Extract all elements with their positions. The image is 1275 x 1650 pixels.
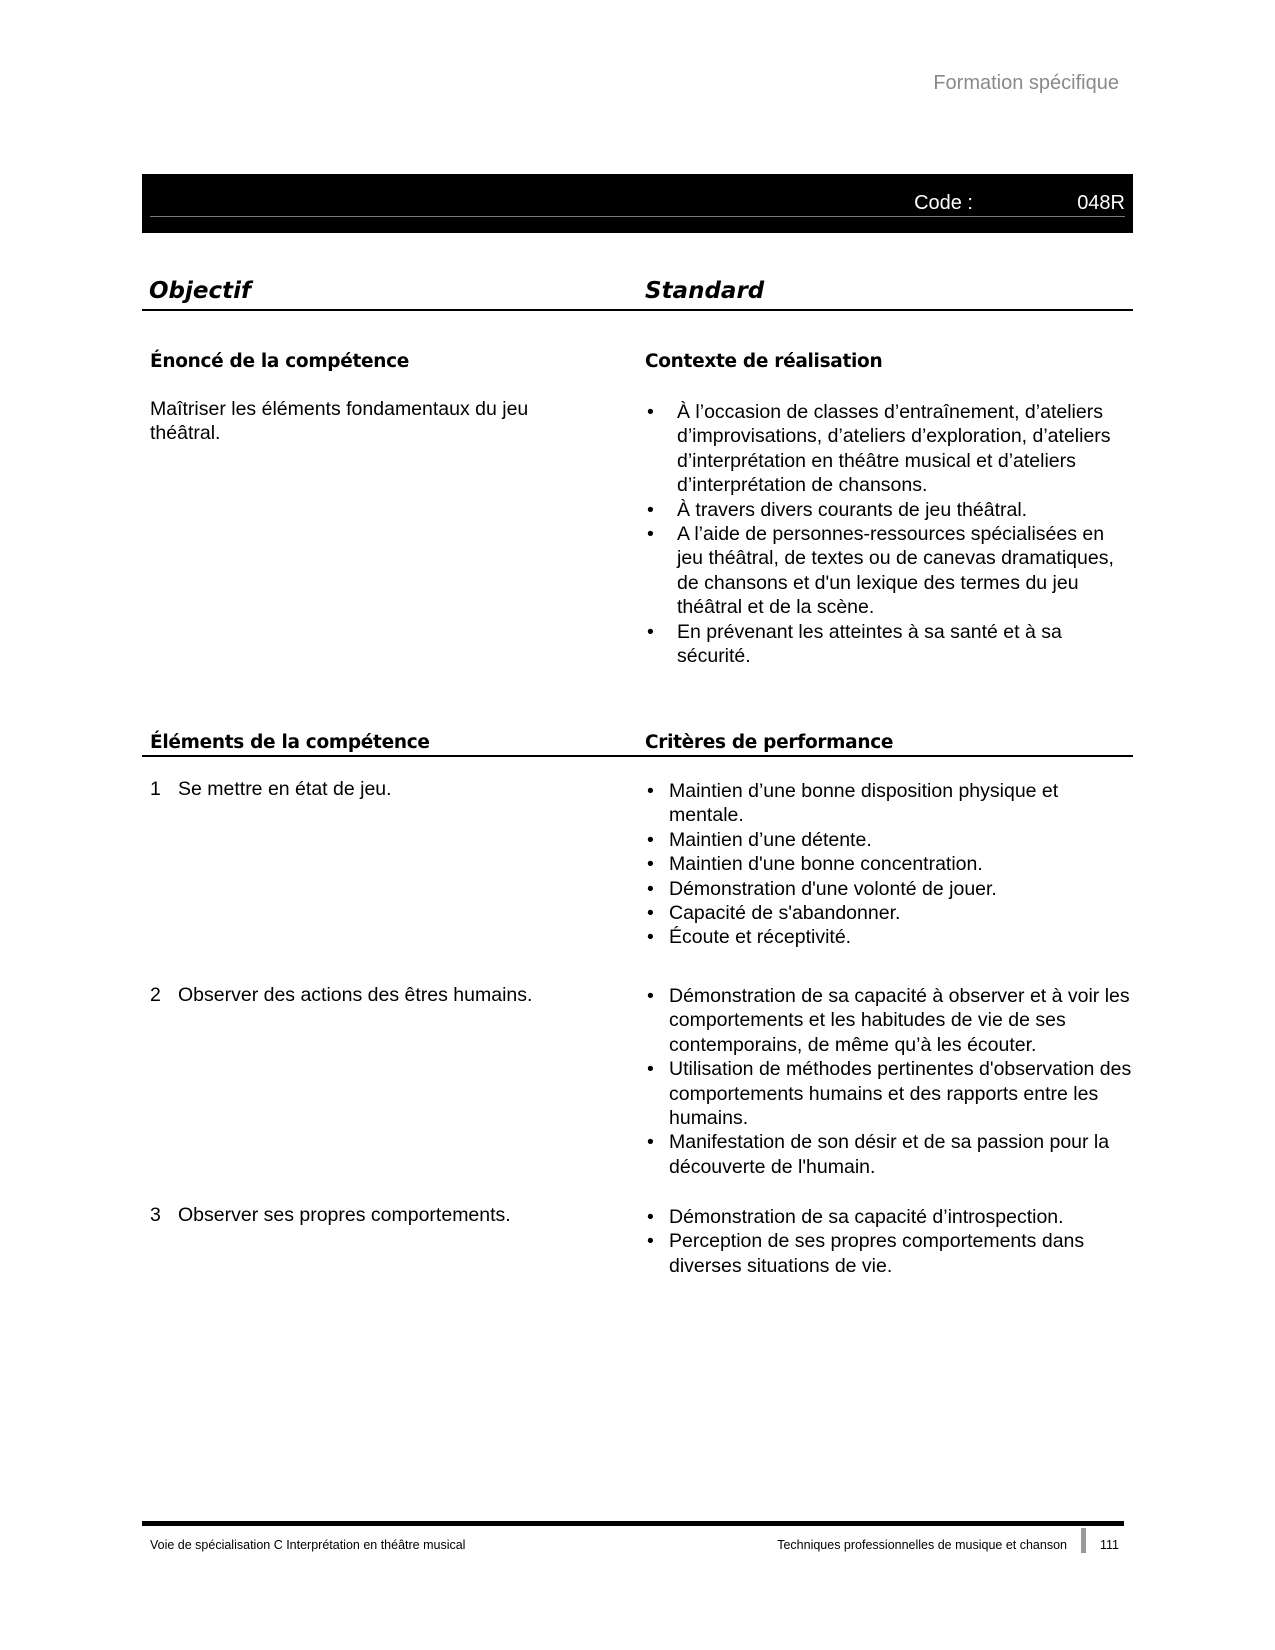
bullet-icon: •	[647, 780, 654, 802]
competence-statement: Maîtriser les éléments fondamentaux du jeu théâtral.	[150, 398, 529, 445]
list-item-text: Capacité de s'abandonner.	[669, 902, 901, 925]
list-item-text: Maintien d'une bonne concentration.	[669, 853, 983, 876]
bullet-icon: •	[647, 877, 654, 900]
bullet-icon: •	[647, 926, 654, 949]
list-item-text: Utilisation de méthodes pertinentes d'observation des comportements humains et des rapports entre les humains.	[669, 1058, 1132, 1130]
code-label: Code :	[914, 192, 973, 214]
element-item-2	[150, 983, 532, 1007]
list-item	[645, 522, 1115, 620]
list-item-text: Maintien d’une détente.	[669, 828, 872, 851]
list-item-text: Démonstration de sa capacité d’introspection.	[669, 1206, 1064, 1228]
criteria-list-2	[645, 984, 1135, 1179]
bullet-icon: •	[647, 523, 654, 546]
footer-rule	[142, 1521, 1124, 1526]
list-item	[645, 925, 1135, 949]
bullet-icon: •	[647, 828, 654, 851]
list-item	[645, 498, 1115, 522]
list-item	[645, 1229, 1135, 1278]
context-list	[645, 400, 1115, 668]
heading-elements: Éléments de la compétence	[150, 732, 430, 753]
heading-enonce: Énoncé de la compétence	[150, 351, 410, 372]
list-item-text: Perception de ses propres comportements dans diverses situations de vie.	[669, 1230, 1085, 1277]
bullet-icon: •	[647, 1230, 654, 1253]
list-item	[645, 1057, 1135, 1130]
criteria-list-1	[645, 779, 1135, 950]
element-number: 2	[150, 984, 161, 1006]
bullet-icon: •	[647, 853, 654, 876]
element-item-1	[150, 777, 392, 801]
list-item	[645, 400, 1115, 498]
bullet-icon: •	[647, 1206, 654, 1228]
list-item-text: A l’aide de personnes-ressources spécialisées en jeu théâtral, de textes ou de canevas dramatiques, de chansons et d'un lexique des termes du jeu théâtral et de la scène.	[677, 523, 1114, 619]
heading-contexte: Contexte de réalisation	[645, 351, 883, 372]
running-header-title: Formation spécifique	[933, 72, 1119, 94]
element-item-3	[150, 1203, 511, 1227]
bullet-icon: •	[647, 620, 654, 643]
list-item-text: Maintien d’une bonne disposition physique et mentale.	[669, 780, 1059, 827]
footer-separator	[1081, 1528, 1086, 1553]
column-title-standard: Standard	[645, 278, 765, 304]
code-banner	[142, 174, 1133, 233]
section-rule	[142, 755, 1133, 757]
list-item-text: Démonstration de sa capacité à observer et à voir les comportements et les habitudes de vie de ses contemporains, de même qu’à les écouter.	[669, 985, 1130, 1056]
list-item-text: À travers divers courants de jeu théâtral.	[677, 498, 1028, 521]
list-item-text: À l’occasion de classes d’entraînement, d’ateliers d’improvisations, d’ateliers d’exploration, d’ateliers d’interprétation en théâtre musical et d’ateliers d’interprétation de chansons.	[677, 401, 1111, 497]
heading-criteres: Critères de performance	[645, 732, 894, 753]
list-item-text: Démonstration d'une volonté de jouer.	[669, 877, 997, 900]
element-text: Observer ses propres comportements.	[178, 1204, 511, 1226]
list-item	[645, 852, 1135, 876]
footer-course-title: Techniques professionnelles de musique et chanson	[777, 1538, 1067, 1552]
column-title-rule	[142, 309, 1133, 311]
bullet-icon: •	[647, 1058, 654, 1081]
list-item	[645, 779, 1135, 828]
element-text: Se mettre en état de jeu.	[178, 778, 392, 800]
element-number: 1	[150, 778, 161, 800]
list-item-text: En prévenant les atteintes à sa santé et à sa sécurité.	[677, 620, 1062, 668]
list-item	[645, 828, 1135, 852]
element-number: 3	[150, 1204, 161, 1226]
list-item	[645, 1205, 1135, 1229]
column-title-objectif: Objectif	[149, 278, 252, 304]
bullet-icon: •	[647, 498, 654, 521]
list-item	[645, 620, 1115, 669]
bullet-icon: •	[647, 902, 654, 925]
list-item	[645, 984, 1135, 1057]
list-item	[645, 901, 1135, 925]
page-number: 111	[1100, 1538, 1120, 1552]
list-item-text: Écoute et réceptivité.	[669, 926, 852, 949]
bullet-icon: •	[647, 401, 654, 423]
code-value-underline	[1045, 216, 1125, 217]
footer-program: Voie de spécialisation C Interprétation en théâtre musical	[150, 1538, 466, 1552]
bullet-icon: •	[647, 1131, 654, 1154]
list-item	[645, 877, 1135, 901]
bullet-icon: •	[647, 985, 654, 1007]
list-item-text: Manifestation de son désir et de sa passion pour la découverte de l'humain.	[669, 1131, 1110, 1178]
element-text: Observer des actions des êtres humains.	[178, 984, 533, 1006]
banner-divider	[150, 216, 1055, 217]
criteria-list-3	[645, 1205, 1135, 1278]
list-item	[645, 1130, 1135, 1179]
code-value: 048R	[1077, 192, 1125, 214]
